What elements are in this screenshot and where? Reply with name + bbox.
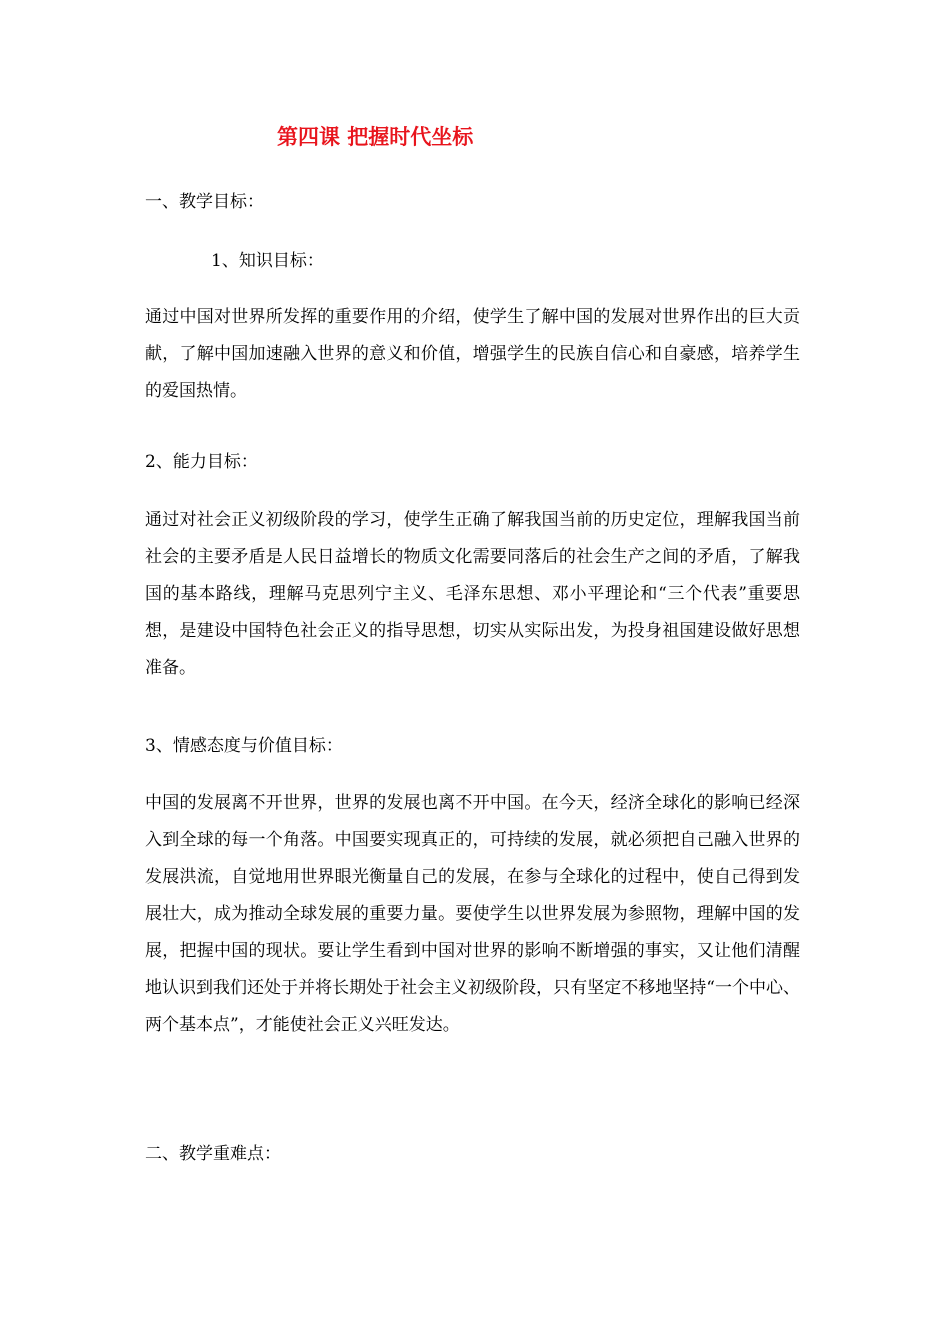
knowledge-objective-text: 通过中国对世界所发挥的重要作用的介绍，使学生了解中国的发展对世界作出的巨大贡献，了解中国加速融入世界的意义和价值，增强学生的民族自信心和自豪感，培养学生的爱国热情。 xyxy=(145,307,800,401)
objectives-heading: 一、教学目标： xyxy=(145,192,264,212)
key-points-heading: 二、教学重难点： xyxy=(145,1144,281,1164)
knowledge-objective-heading: 1、知识目标： xyxy=(211,251,324,271)
emotion-objective-text: 中国的发展离不开世界，世界的发展也离不开中国。在今天，经济全球化的影响已经深入到全球的每一个角落。中国要实现真正的，可持续的发展，就必须把自己融入世界的发展洪流，自觉地用世界眼光衡量自己的发展，在参与全球化的过程中，使自己得到发展壮大，成为推动全球发展的重要力量。要使学生以世界发展为参照物，理解中国的发展，把握中国的现状。要让学生看到中国对世界的影响不断增强的事实，又让他们清醒地认识到我们还处于并将长期处于社会主义初级阶段，只有坚定不移地坚持“一个中心、两个基本点”，才能使社会正义兴旺发达。 xyxy=(145,793,800,1035)
emotion-objective-heading: 3、情感态度与价值目标： xyxy=(145,736,343,756)
ability-objective-text: 通过对社会正义初级阶段的学习，使学生正确了解我国当前的历史定位，理解我国当前社会的主要矛盾是人民日益增长的物质文化需要同落后的社会生产之间的矛盾，了解我国的基本路线，理解马克思列宁主义、毛泽东思想、邓小平理论和“三个代表”重要思想，是建设中国特色社会正义的指导思想，切实从实际出发，为投身祖国建设做好思想准备。 xyxy=(145,510,800,678)
document-title: 第四课 把握时代坐标 xyxy=(277,125,474,149)
ability-objective-heading: 2、能力目标： xyxy=(145,452,258,472)
